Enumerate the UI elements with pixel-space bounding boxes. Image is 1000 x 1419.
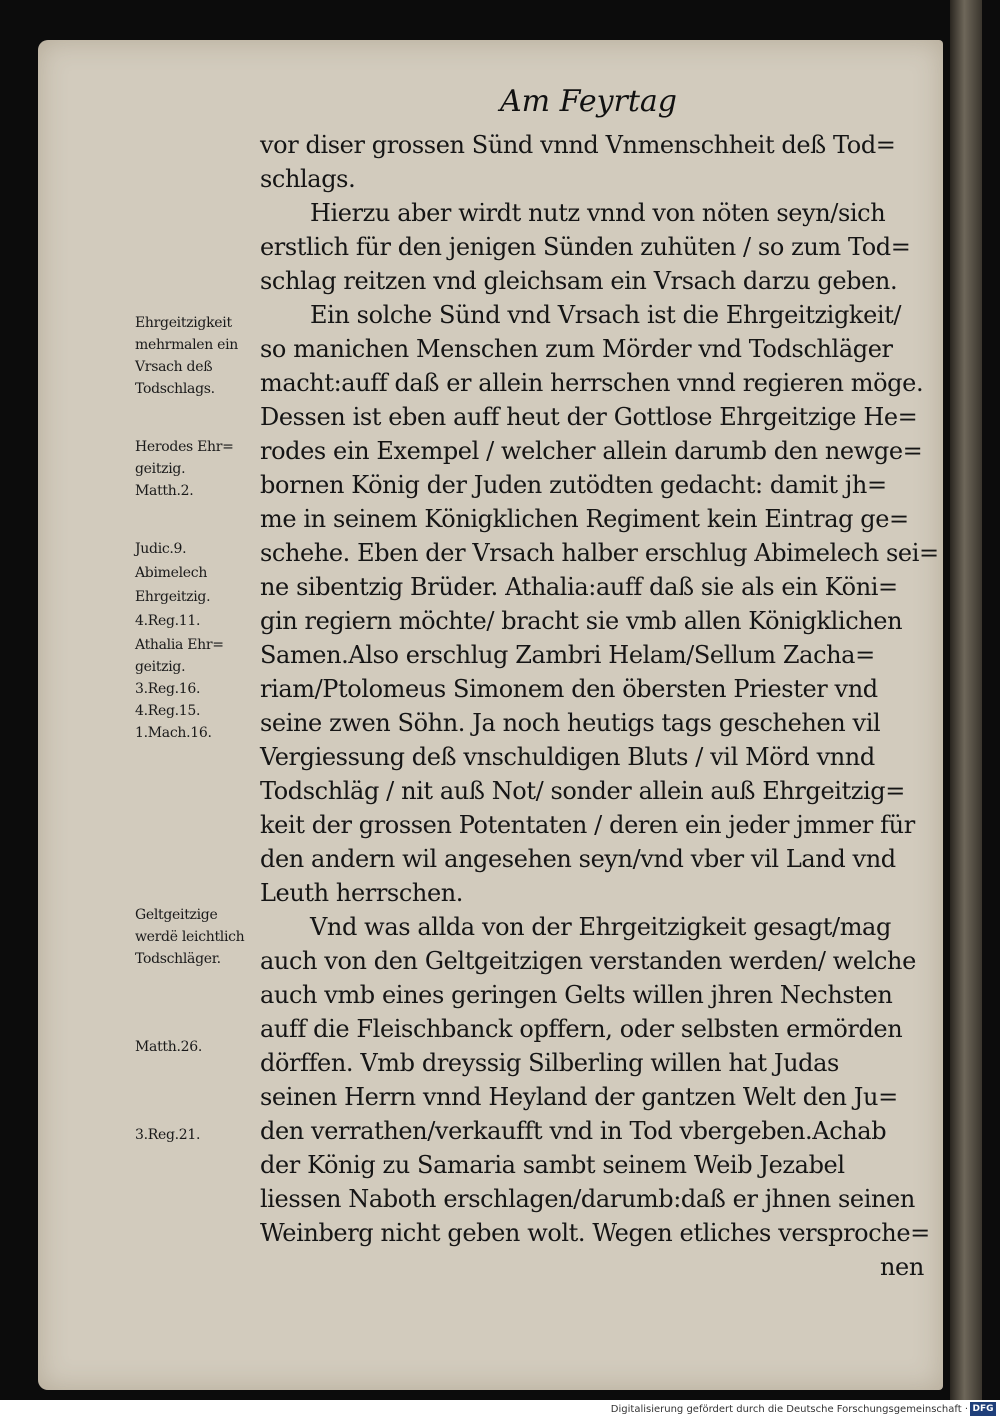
body-line: dörffen. Vmb dreyssig Silberling willen hat Judas (260, 1049, 839, 1077)
margin-note: Vrsach deß (135, 359, 213, 375)
body-line: schlags. (260, 165, 356, 193)
margin-note: 3.Reg.16. (135, 681, 201, 697)
margin-note: 4.Reg.11. (135, 613, 201, 629)
body-line: erstlich für den jenigen Sünden zuhüten / so zum Tod= (260, 233, 911, 261)
footer-credit: Digitalisierung gefördert durch die Deutsche Forschungsgemeinschaft · (610, 1404, 968, 1415)
margin-note: mehrmalen ein (135, 337, 239, 353)
margin-note: geitzig. (135, 659, 186, 675)
body-line: Samen.Also erschlug Zambri Helam/Sellum Zacha= (260, 641, 875, 669)
body-line: auch von den Geltgeitzigen verstanden werden/ welche (260, 947, 916, 975)
margin-note: Judic.9. (135, 541, 187, 557)
body-line: bornen König der Juden zutödten gedacht: damit jh= (260, 471, 887, 499)
body-line: Hierzu aber wirdt nutz vnnd von nöten seyn/sich (310, 199, 886, 227)
margin-note: Ehrgeitzig. (135, 589, 211, 605)
body-line: rodes ein Exempel / welcher allein darumb den newge= (260, 437, 923, 465)
body-line: gin regiern möchte/ bracht sie vmb allen Königklichen (260, 607, 903, 635)
body-line: der König zu Samaria sambt seinem Weib Jezabel (260, 1151, 845, 1179)
margin-note: Herodes Ehr= (135, 439, 234, 455)
body-line: seinen Herrn vnnd Heyland der gantzen Welt den Ju= (260, 1083, 898, 1111)
margin-note: Athalia Ehr= (135, 637, 224, 653)
body-line: Vnd was allda von der Ehrgeitzigkeit gesagt/mag (310, 913, 891, 941)
body-line: keit der grossen Potentaten / deren ein jeder jmmer für (260, 811, 915, 839)
body-line: vor diser grossen Sünd vnnd Vnmenschheit deß Tod= (260, 131, 896, 159)
body-line: riam/Ptolomeus Simonem den öbersten Priester vnd (260, 675, 878, 703)
margin-note: Ehrgeitzigkeit (135, 315, 232, 331)
body-line: Todschläg / nit auß Not/ sonder allein auß Ehrgeitzig= (260, 777, 905, 805)
margin-note: Matth.26. (135, 1039, 202, 1055)
body-line: macht:auff daß er allein herrschen vnnd regieren möge. (260, 369, 924, 397)
body-line: Leuth herrschen. (260, 879, 464, 907)
body-line: schehe. Eben der Vrsach halber erschlug Abimelech sei= (260, 539, 939, 567)
body-line: Dessen ist eben auff heut der Gottlose Ehrgeitzige He= (260, 403, 918, 431)
running-head: Am Feyrtag (500, 84, 678, 119)
margin-note: Todschläger. (135, 951, 221, 967)
body-line: liessen Naboth erschlagen/darumb:daß er jhnen seinen (260, 1185, 915, 1213)
dfg-logo-icon: DFG (970, 1402, 996, 1416)
body-line: Weinberg nicht geben wolt. Wegen etliches versproche= (260, 1219, 930, 1247)
margin-note: werdë leichtlich (135, 929, 245, 945)
body-line: den verrathen/verkaufft vnd in Tod vbergeben.Achab (260, 1117, 887, 1145)
margin-note: Abimelech (135, 565, 208, 581)
margin-note: 4.Reg.15. (135, 703, 201, 719)
body-line: Ein solche Sünd vnd Vrsach ist die Ehrgeitzigkeit/ (310, 301, 902, 329)
margin-note: Matth.2. (135, 483, 194, 499)
body-line: seine zwen Söhn. Ja noch heutigs tags geschehen vil (260, 709, 881, 737)
body-line: auff die Fleischbanck opffern, oder selbsten ermörden (260, 1015, 903, 1043)
margin-note: geitzig. (135, 461, 186, 477)
body-line: den andern wil angesehen seyn/vnd vber vil Land vnd (260, 845, 896, 873)
margin-note: 1.Mach.16. (135, 725, 212, 741)
body-line: auch vmb eines geringen Gelts willen jhren Nechsten (260, 981, 893, 1009)
body-line: schlag reitzen vnd gleichsam ein Vrsach darzu geben. (260, 267, 898, 295)
body-line: Vergiessung deß vnschuldigen Bluts / vil Mörd vnnd (260, 743, 875, 771)
margin-note: 3.Reg.21. (135, 1127, 201, 1143)
body-line: so manichen Menschen zum Mörder vnd Todschläger (260, 335, 893, 363)
margin-note: Geltgeitzige (135, 907, 218, 923)
body-line: ne sibentzig Brüder. Athalia:auff daß sie als ein Köni= (260, 573, 898, 601)
catchword: nen (880, 1253, 924, 1281)
body-line: me in seinem Königklichen Regiment kein Eintrag ge= (260, 505, 909, 533)
margin-note: Todschlags. (135, 381, 215, 397)
